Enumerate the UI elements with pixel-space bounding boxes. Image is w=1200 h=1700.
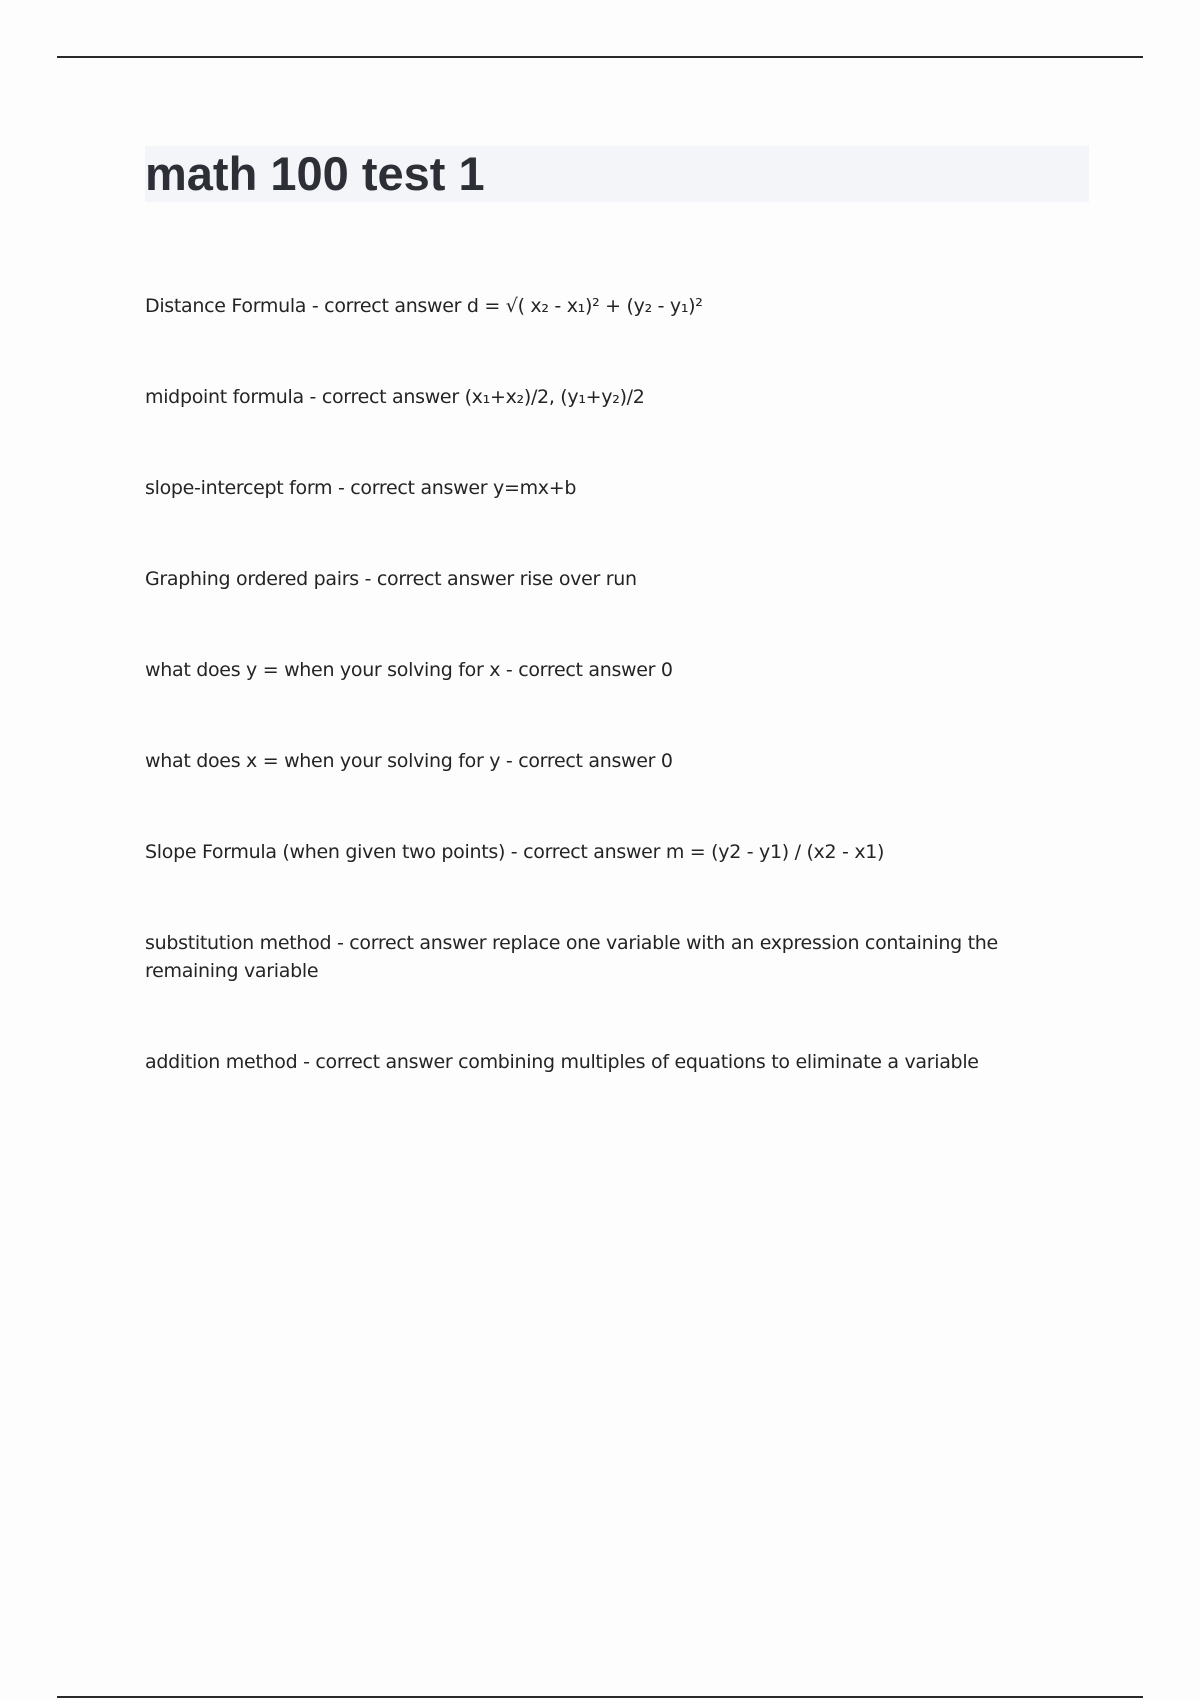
- top-divider: [57, 56, 1143, 58]
- list-item: what does x = when your solving for y - correct answer 0: [145, 750, 673, 772]
- list-item: substitution method - correct answer replace one variable with an expression containing the remaining variable: [145, 932, 998, 982]
- title-banner: [145, 146, 1089, 202]
- list-item: addition method - correct answer combining multiples of equations to eliminate a variable: [145, 1051, 979, 1073]
- flashcard-list: [145, 292, 1089, 1139]
- list-item: Slope Formula (when given two points) - correct answer m = (y2 - y1) / (x2 - x1): [145, 841, 885, 863]
- bottom-divider: [57, 1696, 1143, 1698]
- page-title: math 100 test 1: [145, 147, 485, 200]
- list-item: Graphing ordered pairs - correct answer rise over run: [145, 568, 637, 590]
- list-item: what does y = when your solving for x - correct answer 0: [145, 659, 673, 681]
- list-item: Distance Formula - correct answer d = √( x₂ - x₁)² + (y₂ - y₁)²: [145, 295, 703, 317]
- list-item: midpoint formula - correct answer (x₁+x₂)/2, (y₁+y₂)/2: [145, 386, 645, 408]
- list-item: slope-intercept form - correct answer y=mx+b: [145, 477, 577, 499]
